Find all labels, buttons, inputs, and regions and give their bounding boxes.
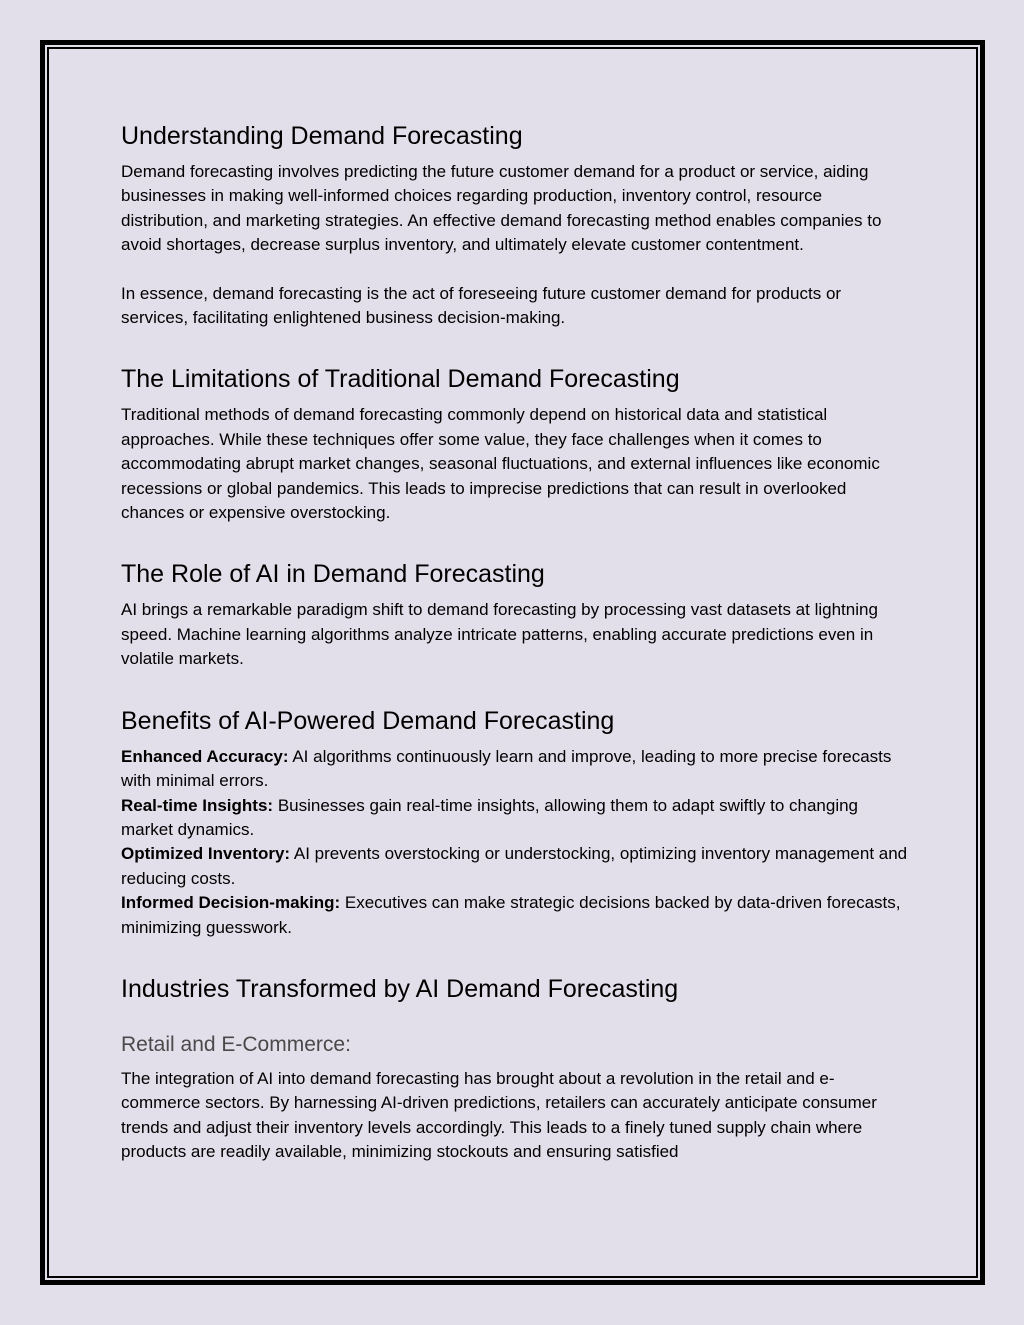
benefit-text: AI prevents overstocking or understocking, optimizing inventory management and reducing costs.	[121, 844, 908, 888]
subsection-heading-retail: Retail and E-Commerce:	[121, 1032, 351, 1056]
paragraph: The integration of AI into demand forecasting has brought about a revolution in the retail and e-commerce sectors. By harnessing AI-driven predictions, retailers can accurately anticipate consumer trends and adjust their inventory levels accordingly. This leads to a finely tuned supply chain where products are readily available, minimizing stockouts and ensuring satisfied	[121, 1068, 877, 1162]
benefit-item	[121, 842, 911, 891]
benefit-title: Enhanced Accuracy:	[121, 746, 289, 766]
document-body	[121, 120, 911, 1165]
benefit-text: Businesses gain real-time insights, allowing them to adapt swiftly to changing market dynamics.	[121, 795, 859, 839]
section-heading-understanding: Understanding Demand Forecasting	[121, 122, 523, 150]
benefit-item	[121, 745, 911, 794]
benefit-item	[121, 891, 911, 940]
section-heading-benefits: Benefits of AI-Powered Demand Forecasting	[121, 706, 615, 735]
benefit-title: Optimized Inventory:	[121, 844, 291, 864]
paragraph: In essence, demand forecasting is the act of foreseeing future customer demand for products or services, facilitating enlightened business decision-making.	[121, 283, 842, 328]
benefit-title: Real-time Insights:	[121, 795, 274, 815]
paragraph: Traditional methods of demand forecasting commonly depend on historical data and statistical approaches. While these techniques offer some value, they face challenges when it comes to accommodating abrupt market changes, seasonal fluctuations, and external influences like economic recessions or global pandemics. This leads to imprecise predictions that can result in overlooked chances or expensive overstocking.	[121, 405, 880, 523]
benefit-text: AI algorithms continuously learn and improve, leading to more precise forecasts with minimal errors.	[121, 746, 892, 791]
section-heading-limitations: The Limitations of Traditional Demand Forecasting	[121, 365, 680, 394]
benefit-title: Informed Decision-making:	[121, 893, 341, 913]
benefit-text: Executives can make strategic decisions backed by data-driven forecasts, minimizing guesswork.	[121, 893, 901, 937]
benefit-item	[121, 794, 911, 843]
paragraph: AI brings a remarkable paradigm shift to demand forecasting by processing vast datasets at lightning speed. Machine learning algorithms analyze intricate patterns, enabling accurate predictions even in volatile markets.	[121, 600, 878, 669]
section-heading-role-of-ai: The Role of AI in Demand Forecasting	[121, 560, 545, 589]
paragraph: Demand forecasting involves predicting the future customer demand for a product or service, aiding businesses in making well-informed choices regarding production, inventory control, resource distribution, and marketing strategies. An effective demand forecasting method enables companies to avoid shortages, decrease surplus inventory, and ultimately elevate customer contentment.	[121, 162, 882, 255]
section-heading-industries: Industries Transformed by AI Demand Forecasting	[121, 974, 679, 1003]
